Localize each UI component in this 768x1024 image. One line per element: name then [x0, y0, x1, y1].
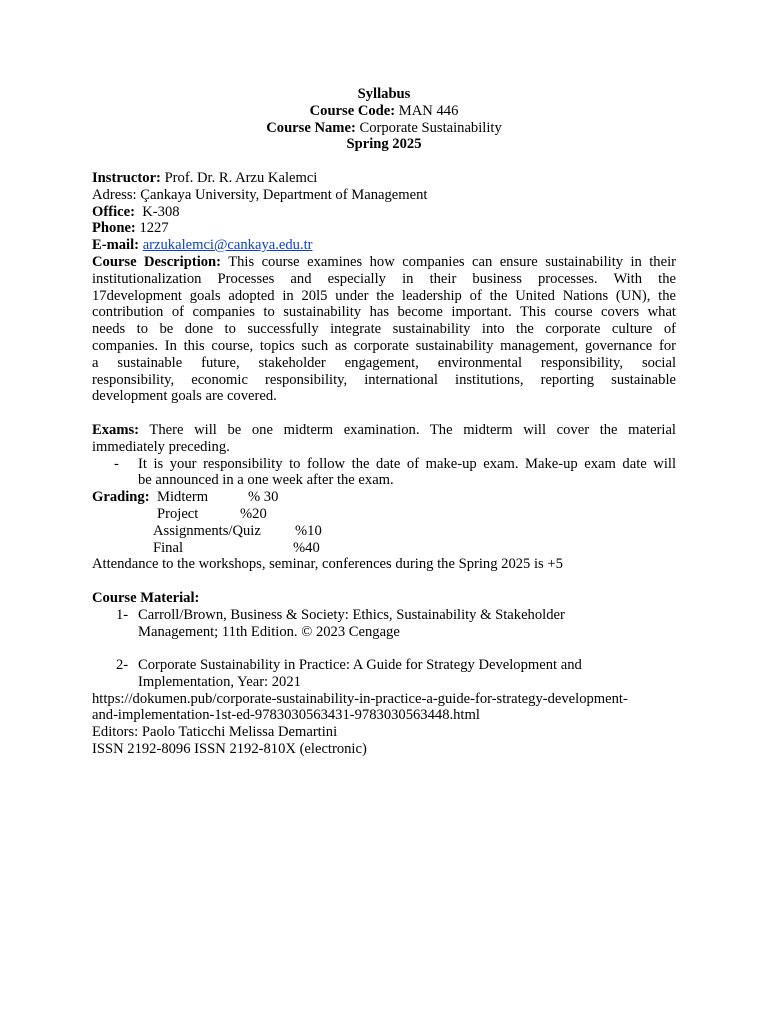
- exams-line: immediately preceding.: [92, 438, 230, 455]
- description-line: 17development goals adopted in 20l5 under the leadership of the United Nations (UN), the: [92, 287, 676, 304]
- email-link[interactable]: arzukalemci@cankaya.edu.tr: [142, 237, 313, 254]
- grading-row: [92, 489, 676, 506]
- instructor-label: Instructor:: [92, 169, 161, 186]
- grading-row: [92, 506, 676, 523]
- grade-item-weight: %20: [240, 505, 267, 522]
- address-line: Adress: Çankaya University, Department of Management: [92, 186, 428, 203]
- exams-label: Exams:: [92, 421, 140, 438]
- description-line: needs to be done to successfully integrate sustainability into the corporate culture of: [92, 321, 676, 338]
- syllabus-body: [92, 86, 676, 758]
- course-code-line: [92, 103, 676, 120]
- instructor-line: [92, 170, 676, 187]
- contact-block: [92, 170, 676, 254]
- description-line: responsibility, economic responsibility, international institutions, reporting sustainable: [92, 371, 676, 388]
- phone-label: Phone:: [92, 220, 136, 237]
- course-code-label: Course Code:: [309, 102, 396, 119]
- grade-item-name: Project: [157, 505, 199, 522]
- grade-item-name: Assignments/Quiz: [153, 522, 261, 539]
- material-number: 1-: [116, 606, 129, 623]
- makeup-exam-note: - It is your responsibility to follow the date of make-up exam. Make-up exam date will be announced in a one week after the exam.: [114, 455, 676, 489]
- grading-row: [92, 523, 676, 540]
- grading-row: [92, 540, 676, 557]
- term-label: Spring 2025: [346, 136, 422, 153]
- exams-line: Exams: There will be one midterm examination. The midterm will cover the material: [92, 421, 676, 438]
- editors-line: Editors: Paolo Taticchi Melissa Demartini: [92, 724, 338, 741]
- description-line: a sustainable future, stakeholder engagement, environmental responsibility, social: [92, 354, 676, 371]
- office-line: [92, 204, 676, 221]
- grade-item-name: Midterm: [157, 489, 209, 506]
- course-material-label: Course Material:: [92, 589, 200, 606]
- email-label: E-mail:: [92, 237, 140, 254]
- syllabus-header: [92, 86, 676, 153]
- issn-line: ISSN 2192-8096 ISSN 2192-810X (electronic): [92, 741, 367, 758]
- description-line: Course Description: This course examines how companies can ensure sustainability in their: [92, 253, 676, 270]
- material-url: https://dokumen.pub/corporate-sustainability-in-practice-a-guide-for-strategy-development-: [92, 690, 628, 707]
- material-url: and-implementation-1st-ed-9783030563431-9783030563448.html: [92, 707, 480, 724]
- course-material-section: [92, 590, 676, 758]
- phone-value: 1227: [139, 220, 169, 237]
- description-line: institutionalization Processes and especially in their business processes. With the: [92, 270, 676, 287]
- material-item: 2- Corporate Sustainability in Practice: A Guide for Strategy Development and Implementation, Year: 2021: [116, 657, 582, 690]
- course-description: [92, 254, 676, 405]
- description-line: development goals are covered.: [92, 388, 277, 405]
- grade-item-name: Final: [153, 539, 183, 556]
- description-line: contribution of companies to sustainability has become important. This course covers what: [92, 304, 676, 321]
- email-line: [92, 237, 676, 254]
- course-name-line: [92, 120, 676, 137]
- instructor-name: Prof. Dr. R. Arzu Kalemci: [164, 169, 318, 186]
- office-value: K-308: [142, 203, 180, 220]
- grading-section: [92, 489, 676, 573]
- course-code-value: MAN 446: [398, 102, 459, 119]
- course-name-value: Corporate Sustainability: [359, 119, 502, 136]
- material-number: 2-: [116, 657, 129, 674]
- document-title: Syllabus: [357, 86, 411, 102]
- material-item: 1- Carroll/Brown, Business & Society: Ethics, Sustainability & Stakeholder Management; 11th Edition. © 2023 Cengage: [116, 606, 565, 640]
- grade-item-weight: % 30: [248, 489, 279, 506]
- office-label: Office:: [92, 203, 135, 220]
- description-label: Course Description:: [92, 253, 222, 270]
- exams-section: [92, 422, 676, 489]
- grade-item-weight: %10: [295, 522, 322, 539]
- description-line: companies. In this course, topics such as corporate sustainability management, governance for: [92, 337, 676, 354]
- grading-label: Grading:: [92, 489, 150, 506]
- attendance-note: Attendance to the workshops, seminar, conferences during the Spring 2025 is +5: [92, 556, 563, 573]
- dash-marker: -: [114, 455, 119, 472]
- grade-item-weight: %40: [293, 539, 320, 556]
- phone-line: [92, 220, 676, 237]
- course-name-label: Course Name:: [266, 119, 356, 136]
